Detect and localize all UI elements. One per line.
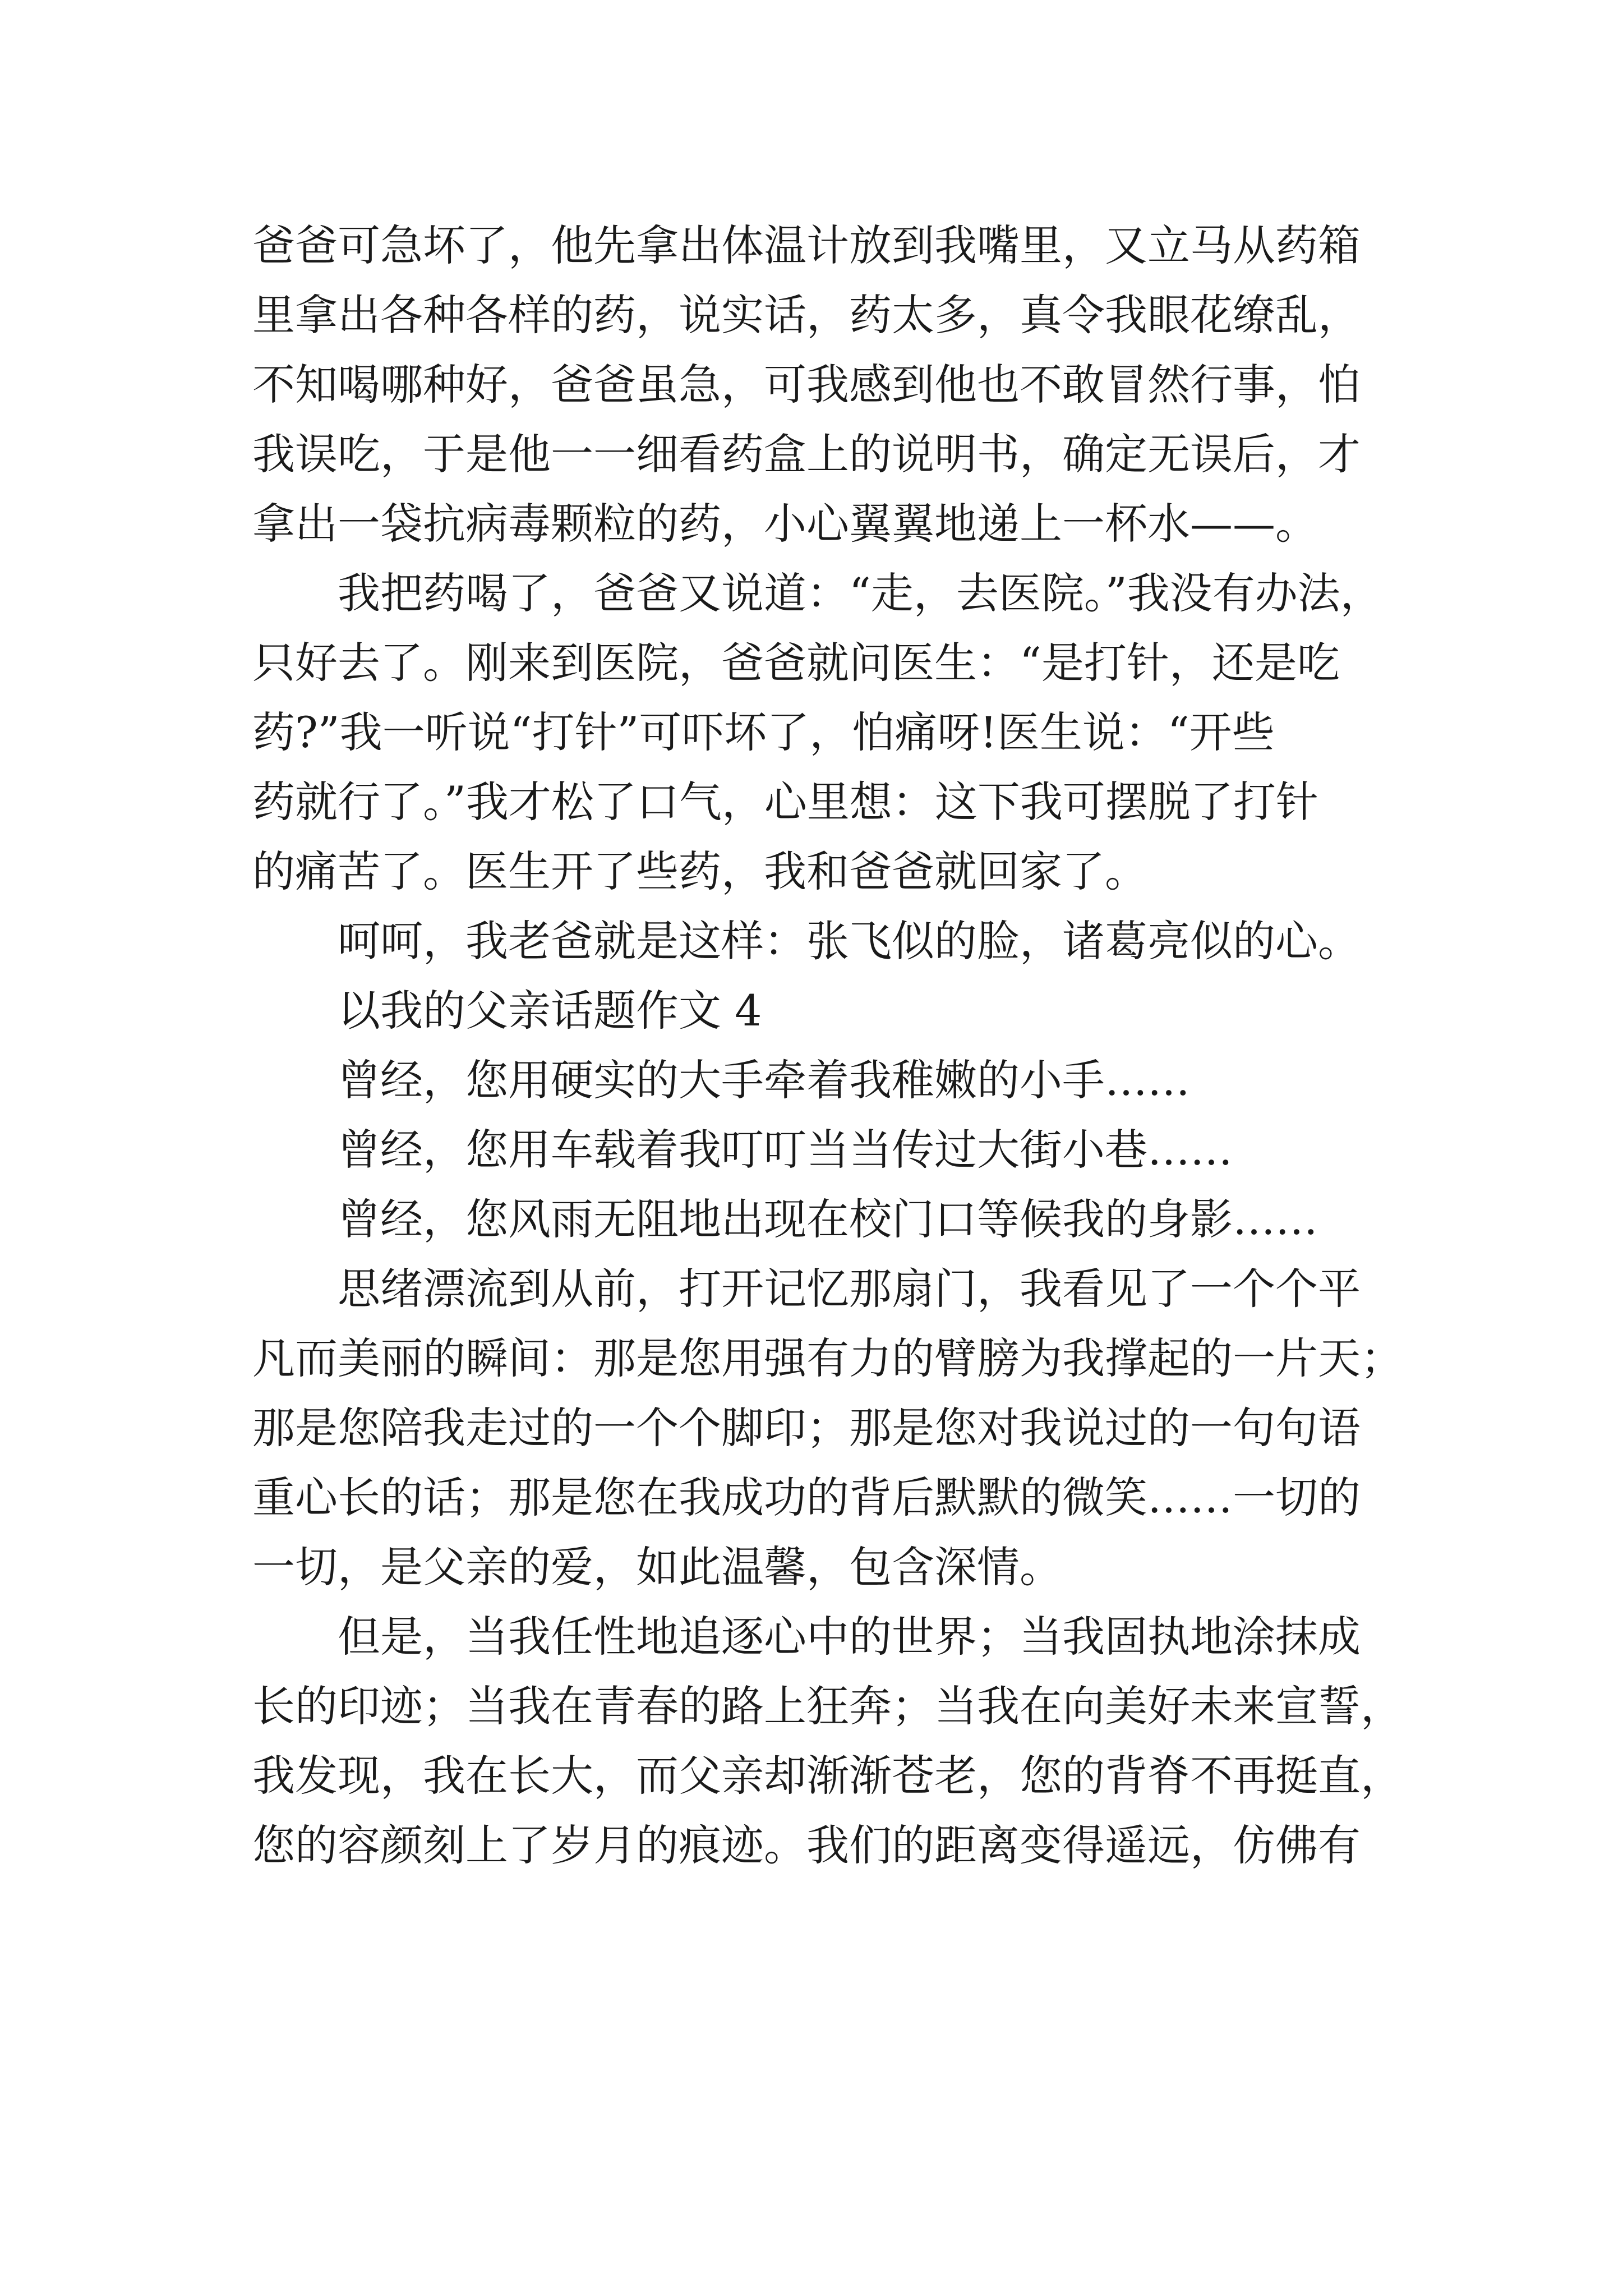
text-line: 爸爸可急坏了，他先拿出体温计放到我嘴里，又立马从药箱	[252, 220, 1361, 270]
text-line: 您的容颜刻上了岁月的痕迹。我们的距离变得遥远，仿佛有	[252, 1820, 1361, 1870]
text-line: 药?”我一听说“打针”可吓坏了，怕痛呀!医生说：“开些	[252, 707, 1275, 757]
paragraph-first-line: 我把药喝了，爸爸又说道：“走，去医院。”我没有办法，	[338, 568, 1383, 618]
paragraph-first-line: 曾经，您风雨无阻地出现在校门口等候我的身影……	[338, 1194, 1318, 1244]
text-line: 拿出一袋抗病毒颗粒的药，小心翼翼地递上一杯水——。	[252, 499, 1318, 549]
text-line: 药就行了。”我才松了口气，心里想：这下我可摆脱了打针	[252, 777, 1318, 827]
text-line: 我发现，我在长大，而父亲却渐渐苍老，您的背脊不再挺直，	[252, 1751, 1403, 1801]
paragraph-first-line: 思绪漂流到从前，打开记忆那扇门，我看见了一个个平	[338, 1264, 1361, 1314]
text-line: 我误吃，于是他一一细看药盒上的说明书，确定无误后，才	[252, 429, 1361, 479]
section-heading: 以我的父亲话题作文 4	[338, 986, 762, 1036]
text-line: 不知喝哪种好，爸爸虽急，可我感到他也不敢冒然行事，怕	[252, 360, 1361, 409]
text-line: 只好去了。刚来到医院，爸爸就问医生：“是打针，还是吃	[252, 638, 1340, 688]
text-line: 凡而美丽的瞬间：那是您用强有力的臂膀为我撑起的一片天；	[252, 1333, 1403, 1383]
text-line: 里拿出各种各样的药，说实话，药太多，真令我眼花缭乱，	[252, 290, 1361, 340]
paragraph-first-line: 曾经，您用车载着我叮叮当当传过大街小巷……	[338, 1125, 1233, 1175]
text-line: 长的印迹；当我在青春的路上狂奔；当我在向美好未来宣誓，	[252, 1681, 1403, 1731]
text-line: 重心长的话；那是您在我成功的背后默默的微笑……一切的	[252, 1473, 1361, 1522]
text-line: 一切，是父亲的爱，如此温馨，包含深情。	[252, 1542, 1062, 1592]
text-line: 的痛苦了。医生开了些药，我和爸爸就回家了。	[252, 846, 1147, 896]
paragraph-first-line: 曾经，您用硬实的大手牵着我稚嫩的小手……	[338, 1055, 1190, 1105]
paragraph-first-line: 呵呵，我老爸就是这样：张飞似的脸，诸葛亮似的心。	[338, 916, 1361, 966]
paragraph-first-line: 但是，当我任性地追逐心中的世界；当我固执地涂抹成	[338, 1612, 1361, 1662]
text-line: 那是您陪我走过的一个个脚印；那是您对我说过的一句句语	[252, 1403, 1361, 1453]
